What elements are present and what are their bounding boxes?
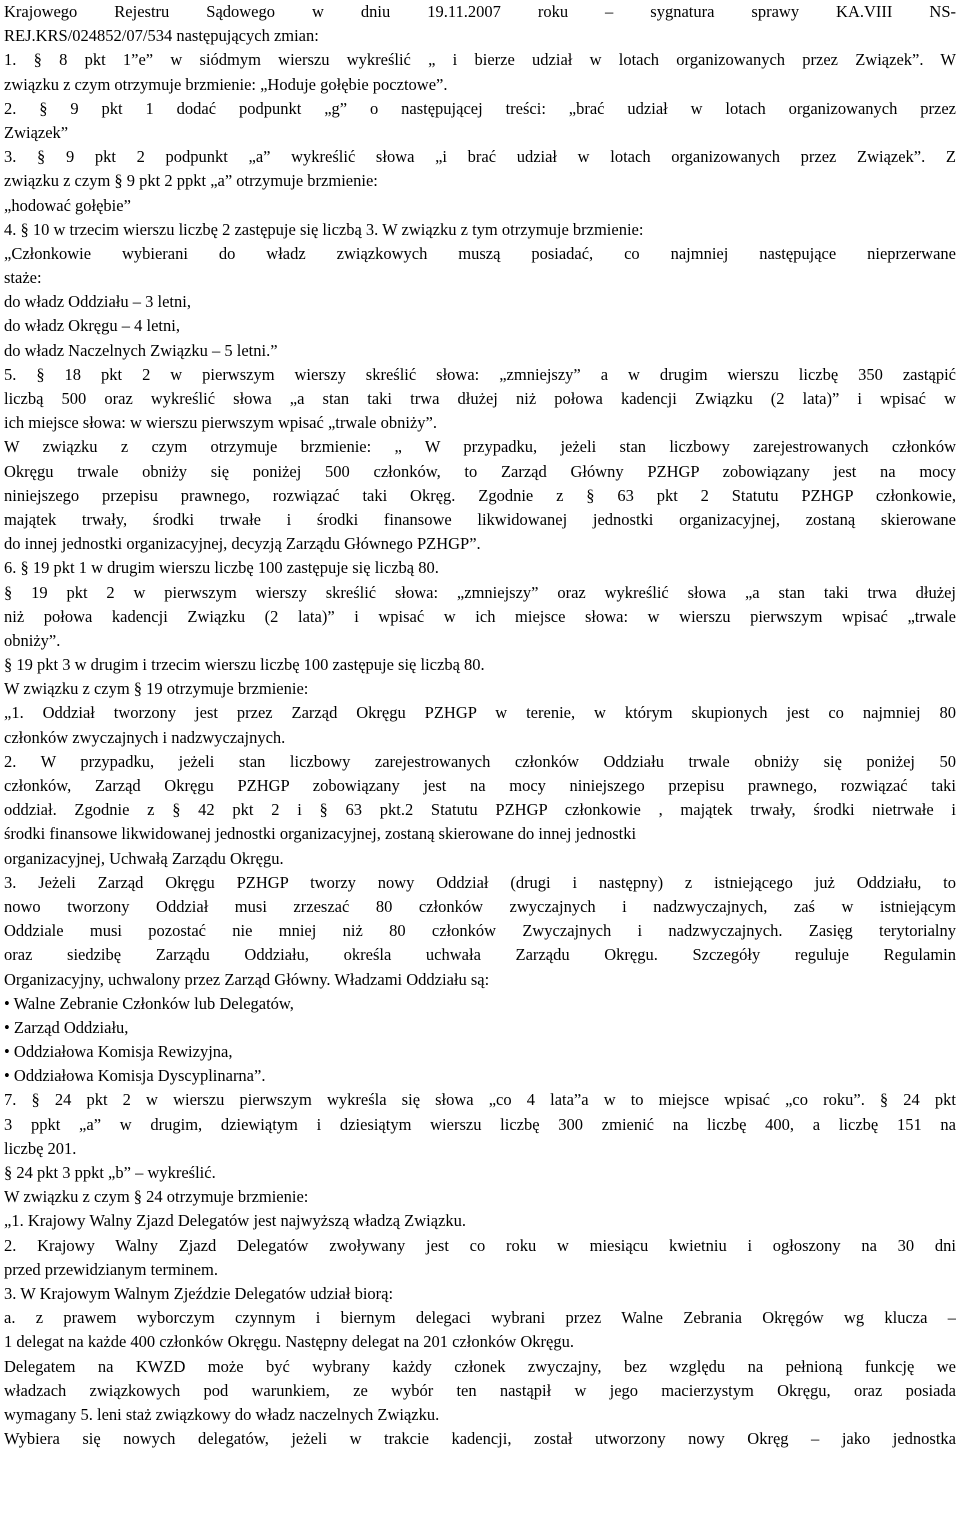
text-line: do innej jednostki organizacyjnej, decyzją Zarządu Głównego PZHGP”. xyxy=(4,534,481,554)
text-line: „1. Oddział tworzony jest przez Zarząd Okręgu PZHGP w terenie, w którym skupionych jest co najmniej 80 xyxy=(4,703,956,723)
text-line: Związek” xyxy=(4,122,69,142)
text-line: „Członkowie wybierani do władz związkowych muszą posiadać, co najmniej następujące nieprzerwane xyxy=(4,243,956,263)
text-line: a. z prawem wyborczym czynnym i biernym delegaci wybrani przez Walne Zebrania Okręgów wg klucza – xyxy=(4,1308,956,1328)
text-line: 5. § 18 pkt 2 w pierwszym wierszy skreślić słowa: „zmniejszy” a w drugim wierszu liczbę 350 zastąpić xyxy=(4,364,956,384)
list-item: do władz Naczelnych Związku – 5 letni.” xyxy=(4,340,278,360)
text-line: 4. § 10 w trzecim wierszu liczbę 2 zastępuje się liczbą 3. W związku z tym otrzymuje brzmienie: xyxy=(4,219,644,239)
text-line: przed przewidzianym terminem. xyxy=(4,1259,218,1279)
bullet-item: • Walne Zebranie Członków lub Delegatów, xyxy=(4,993,294,1013)
text-line: W związku z czym § 24 otrzymuje brzmienie: xyxy=(4,1187,309,1207)
text-line: liczbę 201. xyxy=(4,1138,77,1158)
text-line: niniejszego przepisu prawnego, rozwiązać taki Okręg. Zgodnie z § 63 pkt 2 Statutu PZHGP członkowie, xyxy=(4,485,956,505)
text-line: obniży”. xyxy=(4,630,61,650)
text-line: „1. Krajowy Walny Zjazd Delegatów jest najwyższą władzą Związku. xyxy=(4,1211,467,1231)
text-line: Krajowego Rejestru Sądowego w dniu 19.11.2007 roku – sygnatura sprawy KA.VIII NS- xyxy=(4,2,956,21)
text-line: 7. § 24 pkt 2 w wierszu pierwszym wykreśla się słowa „co 4 lata”a w to miejsce wpisać „co roku”. § 24 pkt xyxy=(4,1090,956,1110)
text-line: nowo tworzony Oddział musi zrzeszać 80 członków zwyczajnych i nadzwyczajnych, zaś w istniejącym xyxy=(4,896,956,916)
text-line: środki finansowe likwidowanej jednostki organizacyjnej, zostaną skierowane do innej jednostki xyxy=(4,824,637,844)
text-line: oraz siedzibę Zarządu Oddziału, określa uchwała Zarządu Okręgu. Szczegóły reguluje Regulamin xyxy=(4,945,956,965)
text-line: Okręgu trwale obniży się poniżej 500 członków, to Zarząd Główny PZHGP zobowiązany jest na mocy xyxy=(4,461,956,481)
text-line: członków, Zarząd Okręgu PZHGP zobowiązany jest na mocy niniejszego przepisu prawnego, rozwiązać taki xyxy=(4,776,956,795)
text-line: W związku z czym § 19 otrzymuje brzmienie: xyxy=(4,679,309,699)
text-line: władzach związkowych pod warunkiem, ze wybór ten nastąpił w jego macierzystym Okręgu, oraz posiada xyxy=(4,1380,956,1400)
text-line: W związku z czym otrzymuje brzmienie: „ W przypadku, jeżeli stan liczbowy zarejestrowanych członków xyxy=(4,437,956,457)
text-line: związku z czym otrzymuje brzmienie: „Hoduje gołębie pocztowe”. xyxy=(4,74,448,94)
list-item: do władz Oddziału – 3 letni, xyxy=(4,292,191,312)
text-line: § 19 pkt 2 w pierwszym wierszy skreślić słowa: „zmniejszy” oraz wykreślić słowa „a stan taki trwa dłużej xyxy=(4,582,956,602)
text-line: Delegatem na KWZD może być wybrany każdy członek zwyczajny, bez względu na pełnioną funkcję we xyxy=(4,1356,956,1376)
text-line: Oddziale musi pozostać nie mniej niż 80 członków Zwyczajnych i nadzwyczajnych. Zasięg terytorialny xyxy=(4,921,956,941)
text-line: Wybiera się nowych delegatów, jeżeli w trakcie kadencji, został utworzony nowy Okręg – jako jednostka xyxy=(4,1429,956,1449)
text-line: 1. § 8 pkt 1”e” w siódmym wierszu wykreślić „ i bierze udział w lotach organizowanych przez Związek”. W xyxy=(4,50,956,70)
bullet-item: • Oddziałowa Komisja Dyscyplinarna”. xyxy=(4,1066,266,1086)
text-line: organizacyjnej, Uchwałą Zarządu Okręgu. xyxy=(4,848,284,868)
text-line: liczbą 500 oraz wykreślić słowa „a stan taki trwa dłużej niż połowa kadencji Związku (2 lata)” i wpisać w xyxy=(4,389,956,408)
text-line: REJ.KRS/024852/07/534 następujących zmian: xyxy=(4,26,319,46)
text-line: § 19 pkt 3 w drugim i trzecim wierszu liczbę 100 zastępuje się liczbą 80. xyxy=(4,655,485,675)
text-line: § 24 pkt 3 ppkt „b” – wykreślić. xyxy=(4,1163,216,1182)
text-line: członków zwyczajnych i nadzwyczajnych. xyxy=(4,727,286,747)
text-line: 1 delegat na każde 400 członków Okręgu. Następny delegat na 201 członków Okręgu. xyxy=(4,1332,574,1352)
bullet-item: • Oddziałowa Komisja Rewizyjna, xyxy=(4,1042,233,1062)
text-line: niż połowa kadencji Związku (2 lata)” i wpisać w ich miejsce słowa: w wierszu pierwszym wpisać „trwale xyxy=(4,606,956,626)
text-line: 2. § 9 pkt 1 dodać podpunkt „g” o następującej treści: „brać udział w lotach organizowanych przez xyxy=(4,98,956,118)
text-line: oddział. Zgodnie z § 42 pkt 2 i § 63 pkt.2 Statutu PZHGP członkowie , majątek trwały, środki nietrwałe i xyxy=(4,800,956,820)
text-line: wymagany 5. leni staż związkowy do władz naczelnych Związku. xyxy=(4,1404,440,1424)
text-line: 3. Jeżeli Zarząd Okręgu PZHGP tworzy nowy Oddział (drugi i następny) z istniejącego już Oddziału, to xyxy=(4,872,956,892)
list-item: do władz Okręgu – 4 letni, xyxy=(4,316,180,336)
text-line: 2. Krajowy Walny Zjazd Delegatów zwoływany jest co roku w miesiącu kwietniu i ogłoszony na 30 dni xyxy=(4,1235,956,1255)
text-line: staże: xyxy=(4,268,42,288)
text-line: 6. § 19 pkt 1 w drugim wierszu liczbę 100 zastępuje się liczbą 80. xyxy=(4,558,439,578)
bullet-item: • Zarząd Oddziału, xyxy=(4,1017,129,1037)
text-line: ich miejsce słowa: w wierszu pierwszym wpisać „trwale obniży”. xyxy=(4,413,437,433)
text-line: 3 ppkt „a” w drugim, dziewiątym i dziesiątym wierszu liczbę 300 zmienić na liczbę 400, a liczbę 151 na xyxy=(4,1114,956,1134)
text-line: związku z czym § 9 pkt 2 ppkt „a” otrzymuje brzmienie: xyxy=(4,171,378,191)
text-line: 3. W Krajowym Walnym Zjeździe Delegatów udział biorą: xyxy=(4,1283,394,1303)
text-line: Organizacyjny, uchwalony przez Zarząd Główny. Władzami Oddziału są: xyxy=(4,969,490,989)
text-line: majątek trwały, środki trwałe i środki finansowe likwidowanej jednostki organizacyjnej, zostaną skierowane xyxy=(4,509,956,529)
text-line: 3. § 9 pkt 2 podpunkt „a” wykreślić słowa „i brać udział w lotach organizowanych przez Związek”. Z xyxy=(4,147,956,167)
text-line: 2. W przypadku, jeżeli stan liczbowy zarejestrowanych członków Oddziału trwale obniży się poniżej 50 xyxy=(4,751,956,771)
text-line: „hodować gołębie” xyxy=(4,195,131,215)
